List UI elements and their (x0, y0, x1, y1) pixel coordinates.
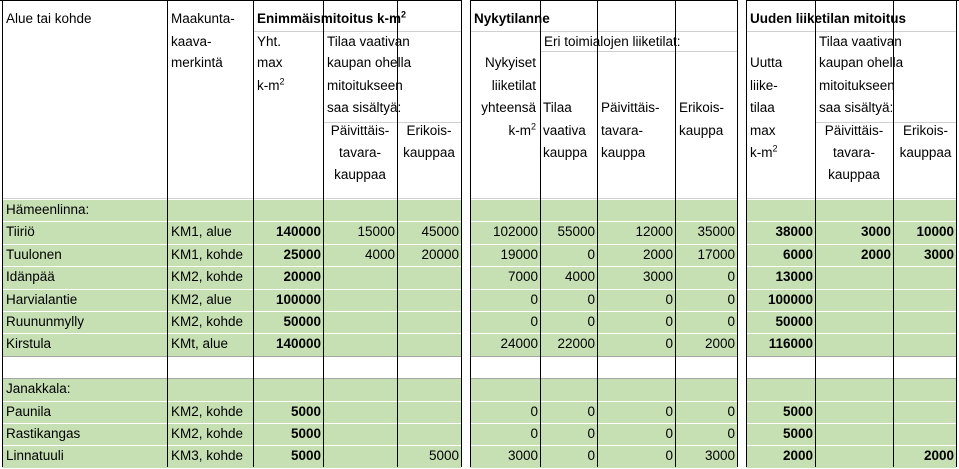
header-new-total: $k-m^2$ (750, 143, 778, 160)
cell-now-total: 0 (530, 403, 538, 419)
cell-now-daily: 0 (665, 448, 673, 464)
cell-now-special: 0 (727, 269, 735, 285)
row-name: Tuulonen (6, 246, 62, 262)
cell-new-total: 13000 (775, 269, 813, 285)
cell-now-special: 3000 (704, 448, 735, 464)
header-max-daily: tavara- (338, 145, 382, 160)
column-border (2, 0, 3, 467)
cell-new-total: 38000 (775, 224, 813, 240)
row-band (470, 199, 737, 221)
row-name: Idänpää (6, 269, 55, 285)
cell-max-total: 140000 (275, 224, 321, 240)
cell-now-daily: 2000 (642, 246, 673, 262)
header-max-sub: saa sisältyä: (327, 100, 402, 115)
cell-max-daily: 15000 (357, 224, 395, 240)
row-maakunta: KM1, kohde (171, 246, 244, 262)
header-new-total: tilaa (750, 100, 775, 115)
cell-max-total: 5000 (290, 426, 321, 441)
cell-new-total: 5000 (782, 426, 813, 441)
header-max-special: kauppaa (403, 145, 455, 160)
header-group-now: Nykytilanne (474, 11, 550, 26)
cell-max-total: 140000 (275, 336, 321, 352)
cell-now-daily: 0 (665, 314, 673, 329)
cell-now-space: 4000 (564, 269, 595, 285)
row-band (470, 378, 737, 400)
row-name: Kirstula (6, 336, 52, 352)
header-max-daily: Päivittäis- (330, 123, 390, 138)
row-band (746, 378, 956, 400)
cell-max-total: 5000 (290, 448, 321, 464)
row-line (746, 356, 956, 357)
row-name: Harvialantie (6, 291, 78, 307)
header-now-special: Erikois- (679, 100, 725, 115)
header-now-sub: Eri toimialojen liiketilat: (544, 34, 681, 49)
cell-now-special: 0 (727, 291, 735, 307)
cell-now-total: 7000 (507, 269, 538, 285)
cell-now-daily: 0 (665, 336, 673, 352)
header-new-daily: kauppaa (828, 167, 880, 182)
cell-new-total: 116000 (768, 336, 813, 352)
row-maakunta: KMt, alue (171, 336, 229, 352)
header-group-max: Enimmäismitoitus $k-m^2$ (257, 9, 407, 26)
row-maakunta: KM2, kohde (171, 426, 244, 441)
cell-now-space: 0 (587, 403, 595, 419)
cell-now-special: 0 (727, 426, 735, 441)
cell-now-total: 24000 (500, 336, 538, 352)
cell-max-total: 100000 (275, 291, 321, 307)
cell-now-special: 2000 (704, 336, 735, 352)
row-maakunta: KM2, kohde (171, 314, 244, 329)
cell-now-daily: 0 (665, 291, 673, 307)
header-maakunta: merkintä (171, 55, 223, 70)
header-now-total: yhteensä (481, 100, 536, 115)
header-new-special: Erikois- (902, 123, 948, 138)
section-label: Hämeenlinna: (6, 202, 90, 217)
header-group-new: Uuden liiketilan mitoitus (750, 11, 907, 26)
group-gap (462, 0, 470, 467)
header-now-daily: Päivittäis- (601, 100, 660, 115)
cell-now-space: 22000 (557, 336, 595, 352)
cell-now-special: 35000 (697, 224, 735, 240)
header-max-daily: kauppaa (334, 167, 386, 182)
cell-new-total: 50000 (775, 314, 813, 329)
header-new-sub: Tilaa vaativan (819, 34, 902, 49)
header-now-total: liiketilat (491, 78, 536, 93)
header-now-space: kauppa (543, 145, 588, 160)
row-line (470, 199, 737, 200)
header-new-total: liike- (750, 78, 778, 93)
header-new-total: max (750, 123, 776, 138)
cell-new-special: 10000 (916, 224, 954, 240)
header-new-sub: saa sisältyä: (819, 100, 894, 115)
cell-max-total: 20000 (283, 269, 321, 285)
row-line (746, 378, 956, 379)
row-line (470, 378, 737, 379)
header-now-total: Nykyiset (484, 55, 536, 70)
cell-max-special: 20000 (421, 246, 459, 262)
cell-new-total: 6000 (782, 246, 813, 262)
cell-new-total: 5000 (782, 403, 813, 419)
row-name: Rastikangas (6, 426, 81, 441)
row-maakunta: KM2, kohde (171, 269, 244, 285)
row-line (2, 356, 461, 357)
header-now-total: $k-m^2$ (508, 121, 536, 138)
header-max-sub: Tilaa vaativan (327, 34, 410, 49)
row-name: Paunila (6, 403, 52, 419)
header-now-special: kauppa (679, 123, 724, 138)
row-name: Linnatuuli (6, 448, 64, 464)
cell-now-daily: 0 (665, 426, 673, 441)
cell-max-daily: 4000 (364, 246, 395, 262)
row-maakunta: KM2, kohde (171, 403, 244, 419)
row-name: Tiiriö (6, 224, 35, 240)
cell-now-space: 0 (587, 448, 595, 464)
row-maakunta: KM3, kohde (171, 448, 244, 464)
group-gap (738, 0, 746, 467)
row-line (470, 356, 737, 357)
row-name: Ruununmylly (6, 314, 85, 329)
header-now-space: vaativa (543, 123, 586, 138)
header-area: Alue tai kohde (6, 11, 92, 26)
cell-now-total: 0 (530, 291, 538, 307)
cell-now-space: 0 (587, 314, 595, 329)
cell-now-total: 0 (530, 314, 538, 329)
cell-new-daily: 3000 (860, 224, 891, 240)
cell-new-daily: 2000 (860, 246, 891, 262)
row-band (746, 199, 956, 221)
cell-max-special: 5000 (428, 448, 459, 464)
cell-new-special: 2000 (923, 448, 954, 464)
header-maakunta: Maakunta- (171, 11, 235, 26)
header-now-daily: kauppa (601, 145, 646, 160)
header-now-daily: tavara- (601, 123, 644, 138)
cell-now-special: 0 (727, 403, 735, 419)
cell-new-special: 3000 (923, 246, 954, 262)
row-maakunta: KM2, alue (171, 291, 232, 307)
cell-max-total: 25000 (283, 246, 321, 262)
cell-now-daily: 0 (665, 403, 673, 419)
header-new-sub: mitoitukseen (819, 78, 895, 93)
cell-now-special: 0 (727, 314, 735, 329)
header-max-special: Erikois- (406, 123, 452, 138)
cell-now-space: 0 (587, 246, 595, 262)
cell-now-space: 55000 (557, 224, 595, 240)
header-new-sub: kaupan ohella (819, 55, 904, 70)
column-border (956, 0, 957, 467)
cell-now-total: 0 (530, 426, 538, 441)
header-now-space: Tilaa (543, 100, 572, 115)
header-new-daily: Päivittäis- (824, 123, 884, 138)
cell-now-special: 17000 (697, 246, 735, 262)
header-new-total: Uutta (750, 55, 783, 70)
header-new-special: kauppaa (899, 145, 952, 160)
header-max-total: Yht. (257, 34, 282, 49)
cell-now-space: 0 (587, 291, 595, 307)
cell-new-total: 2000 (782, 448, 813, 464)
cell-now-total: 19000 (500, 246, 538, 262)
cell-now-total: 3000 (507, 448, 538, 464)
cell-now-daily: 3000 (642, 269, 673, 285)
row-maakunta: KM1, alue (171, 224, 232, 240)
cell-max-special: 45000 (421, 224, 459, 240)
cell-now-space: 0 (587, 426, 595, 441)
cell-max-total: 5000 (290, 403, 321, 419)
column-border (167, 0, 168, 467)
cell-now-total: 102000 (492, 224, 538, 240)
header-max-sub: kaupan ohella (327, 55, 412, 70)
section-label: Janakkala: (6, 381, 71, 397)
header-max-sub: mitoitukseen (327, 78, 403, 93)
cell-new-total: 100000 (767, 291, 813, 307)
row-line (746, 199, 956, 200)
header-max-total: max (257, 55, 283, 70)
header-new-daily: tavara- (832, 145, 876, 160)
cell-max-total: 50000 (283, 314, 321, 329)
header-max-total: $k-m^2$ (257, 76, 285, 93)
header-maakunta: kaava- (171, 34, 212, 49)
cell-now-daily: 12000 (635, 224, 673, 240)
